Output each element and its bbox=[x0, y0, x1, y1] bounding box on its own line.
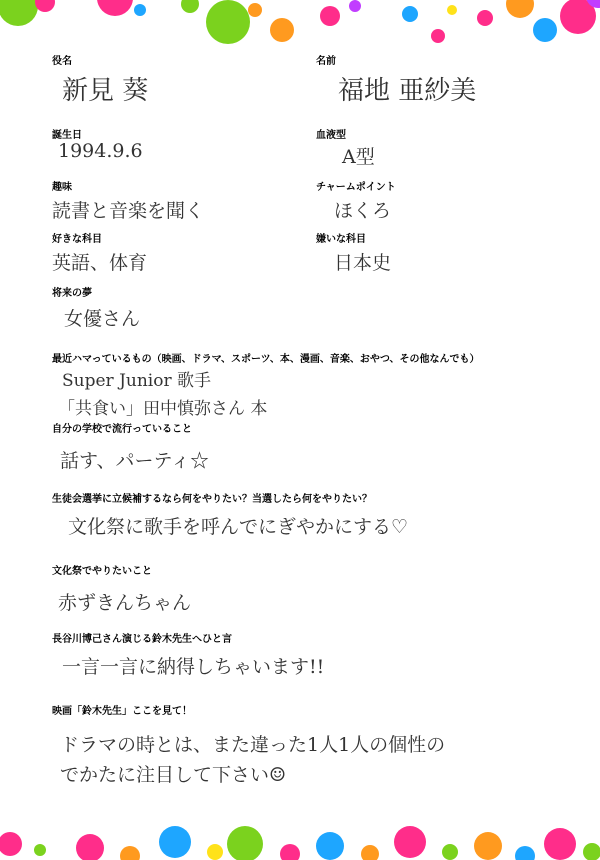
name-value: 福地 亜紗美 bbox=[338, 76, 477, 106]
birthday-label: 誕生日 bbox=[52, 130, 82, 141]
dream-label: 将来の夢 bbox=[52, 288, 92, 299]
role-label: 役名 bbox=[52, 56, 72, 67]
charm-value: ほくろ bbox=[334, 200, 392, 222]
movie-label: 映画「鈴木先生」ここを見て！ bbox=[52, 706, 192, 717]
school-trend-value: 話す、パーティ☆ bbox=[60, 450, 209, 472]
hobby-value: 読書と音楽を聞く bbox=[52, 200, 205, 222]
hamatte-value-line2: 「共食い」田中慎弥さん 本 bbox=[58, 399, 268, 419]
dream-value: 女優さん bbox=[64, 308, 141, 330]
school-trend-label: 自分の学校で流行っていること bbox=[52, 424, 192, 435]
festival-value: 赤ずきんちゃん bbox=[58, 592, 192, 614]
hasegawa-label: 長谷川博己さん演じる鈴木先生へひと言 bbox=[52, 634, 232, 645]
movie-value-line2: でかたに注目して下さい☺ bbox=[60, 764, 287, 786]
election-value: 文化祭に歌手を呼んでにぎやかにする♡ bbox=[68, 516, 409, 538]
fav-subject-label: 好きな科目 bbox=[52, 234, 102, 245]
festival-label: 文化祭でやりたいこと bbox=[52, 566, 152, 577]
paint-splash-bottom bbox=[0, 800, 600, 860]
hamatte-label: 最近ハマっているもの（映画、ドラマ、スポーツ、本、漫画、音楽、おやつ、その他なんでも） bbox=[52, 354, 480, 365]
paint-splash-top bbox=[0, 0, 600, 60]
hasegawa-value: 一言一言に納得しちゃいます!! bbox=[62, 656, 325, 678]
movie-value-line1: ドラマの時とは、また違った1人1人の個性の bbox=[60, 734, 446, 756]
birthday-value: 1994.9.6 bbox=[58, 140, 143, 162]
dislike-subject-value: 日本史 bbox=[334, 252, 392, 274]
dislike-subject-label: 嫌いな科目 bbox=[316, 234, 366, 245]
blood-value: A型 bbox=[342, 146, 375, 168]
role-value: 新見 葵 bbox=[62, 76, 149, 106]
election-label: 生徒会選挙に立候補するなら何をやりたい？当選したら何をやりたい？ bbox=[52, 494, 372, 505]
blood-label: 血液型 bbox=[316, 130, 346, 141]
charm-label: チャームポイント bbox=[316, 182, 396, 193]
name-label: 名前 bbox=[316, 56, 336, 67]
hamatte-value-line1: Super Junior 歌手 bbox=[62, 371, 211, 391]
fav-subject-value: 英語、体育 bbox=[52, 252, 148, 274]
hobby-label: 趣味 bbox=[52, 182, 72, 193]
